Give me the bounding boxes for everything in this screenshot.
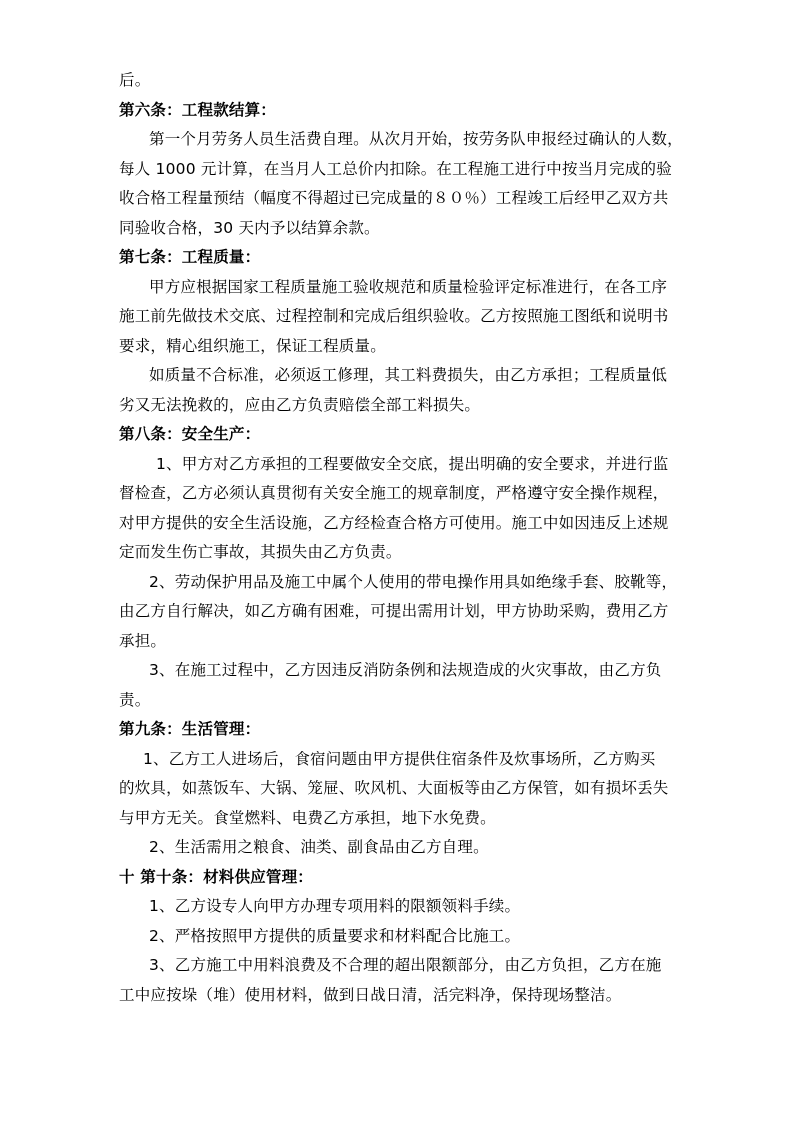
text-line: 的炊具，如蒸饭车、大锅、笼屉、吹风机、大面板等由乙方保管，如有损坏丢失 <box>119 779 669 797</box>
text-line: 1、甲方对乙方承担的工程要做安全交底，提出明确的安全要求，并进行监 <box>156 454 669 473</box>
text-line: 第一个月劳务人员生活费自理。从次月开始，按劳务队申报经过确认的人数， <box>149 130 683 148</box>
text-line: 同验收合格，30 天内予以结算余款。 <box>119 218 380 237</box>
text-line: 1、乙方工人进场后，食宿问题由甲方提供住宿条件及炊事场所，乙方购买 <box>143 749 656 768</box>
text-line: 收合格工程量预结（幅度不得超过已完成量的８０％）工程竣工后经甲乙双方共 <box>119 189 669 207</box>
section-heading-6: 第六条：工程款结算： <box>119 100 277 119</box>
section-heading-7: 第七条：工程质量： <box>119 248 261 266</box>
text-line: 2、严格按照甲方提供的质量要求和材料配合比施工。 <box>149 926 521 945</box>
text-line: 对甲方提供的安全生活设施，乙方经检查合格方可使用。施工中如因违反上述规 <box>119 513 669 532</box>
text-line: 每人 1000 元计算，在当月人工总价内扣除。在工程施工进行中按当月完成的验 <box>119 159 672 178</box>
text-line: 工中应按垛（堆）使用材料，做到日战日清，活完料净，保持现场整洁。 <box>119 985 622 1004</box>
text-line: 2、劳动保护用品及施工中属个人使用的带电操作用具如绝缘手套、胶靴等， <box>149 572 678 591</box>
text-line: 3、乙方施工中用料浪费及不合理的超出限额部分，由乙方负担，乙方在施 <box>149 956 662 974</box>
section-heading-8: 第八条：安全生产： <box>119 425 261 443</box>
section-heading-9: 第九条：生活管理： <box>119 720 261 738</box>
text-line: 定而发生伤亡事故，其损失由乙方负责。 <box>119 543 402 561</box>
text-line: 承担。 <box>119 631 167 650</box>
text-line: 由乙方自行解决，如乙方确有困难，可提出需用计划，甲方协助采购，费用乙方 <box>119 602 669 620</box>
text-line: 劣又无法挽救的，应由乙方负责赔偿全部工料损失。 <box>119 395 481 414</box>
text-line: 与甲方无关。食堂燃料、电费乙方承担，地下水免费。 <box>119 808 496 827</box>
text-line: 督检查，乙方必须认真贯彻有关安全施工的规章制度，严格遵守安全操作规程， <box>119 484 669 502</box>
text-line: 施工前先做技术交底、过程控制和完成后组织验收。乙方按照施工图纸和说明书 <box>119 307 669 325</box>
text-line: 3、在施工过程中，乙方因违反消防条例和法规造成的火灾事故，由乙方负 <box>149 661 662 679</box>
text-line: 2、生活需用之粮食、油类、副食品由乙方自理。 <box>149 838 489 856</box>
text-line: 责。 <box>119 690 151 709</box>
text-line: 要求，精心组织施工，保证工程质量。 <box>119 336 386 355</box>
text-line: 甲方应根据国家工程质量施工验收规范和质量检验评定标准进行，在各工序 <box>149 277 668 296</box>
text-line: 后。 <box>119 71 151 89</box>
document-body <box>119 66 683 1010</box>
text-line: 如质量不合标准，必须返工修理，其工料费损失，由乙方承担；工程质量低 <box>149 366 668 384</box>
section-heading-10: 十 第十条：材料供应管理： <box>119 867 313 886</box>
text-line: 1、乙方设专人向甲方办理专项用料的限额领料手续。 <box>149 897 521 915</box>
